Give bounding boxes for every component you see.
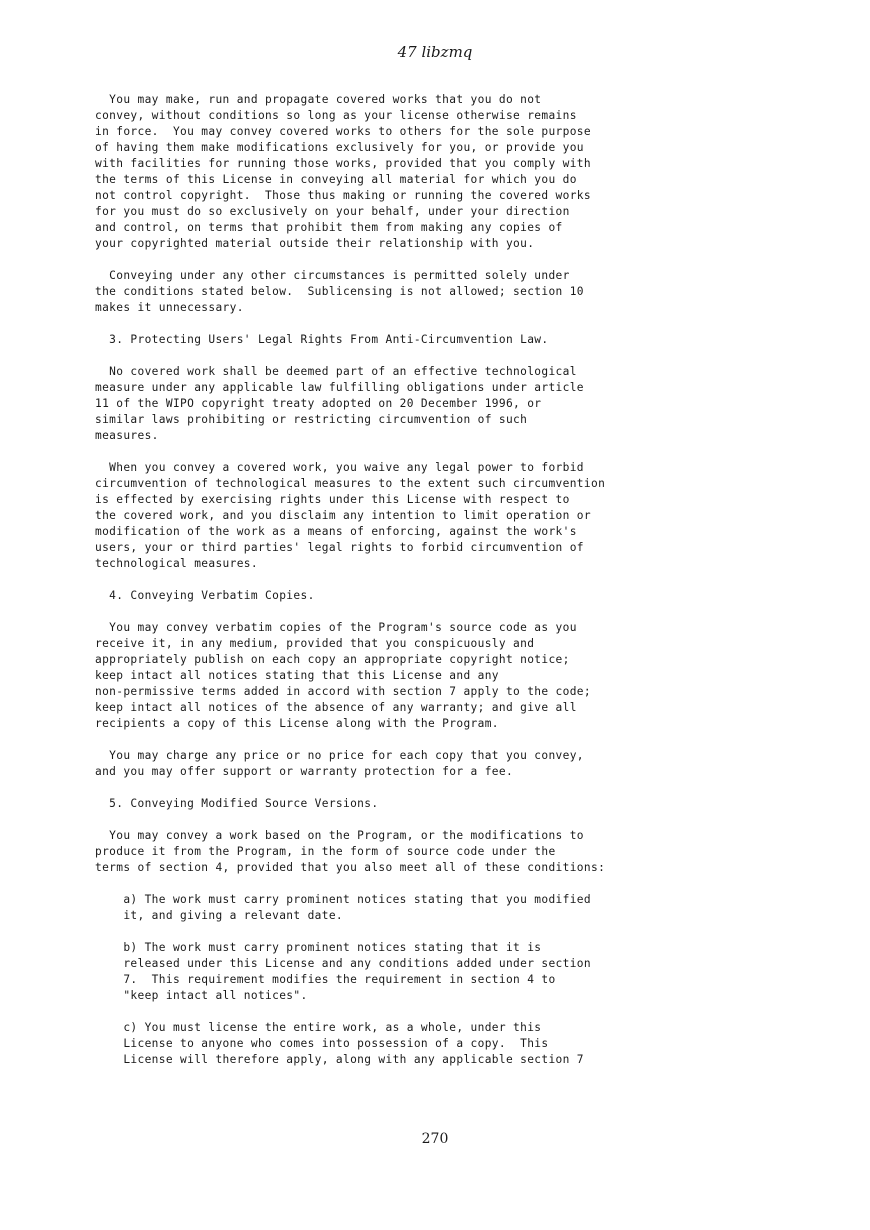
text-line bbox=[95, 348, 835, 364]
text-line: License will therefore apply, along with any applicable section 7 bbox=[95, 1053, 584, 1066]
text-line: circumvention of technological measures to the extent such circumvention bbox=[95, 477, 606, 490]
text-line: 5. Conveying Modified Source Versions. bbox=[95, 797, 379, 810]
text-line bbox=[95, 812, 835, 828]
text-line bbox=[95, 876, 835, 892]
text-line: convey, without conditions so long as your license otherwise remains bbox=[95, 109, 577, 122]
page-header: 47 libzmq bbox=[397, 43, 473, 61]
text-line: released under this License and any conditions added under section bbox=[95, 957, 591, 970]
text-line: the covered work, and you disclaim any intention to limit operation or bbox=[95, 509, 591, 522]
text-line: License to anyone who comes into possession of a copy. This bbox=[95, 1037, 549, 1050]
text-line: is effected by exercising rights under this License with respect to bbox=[95, 493, 570, 506]
text-line: No covered work shall be deemed part of an effective technological bbox=[95, 365, 577, 378]
text-line bbox=[95, 252, 835, 268]
text-line: 11 of the WIPO copyright treaty adopted on 20 December 1996, or bbox=[95, 397, 542, 410]
text-line: You may convey verbatim copies of the Program's source code as you bbox=[95, 621, 577, 634]
text-line: for you must do so exclusively on your behalf, under your direction bbox=[95, 205, 570, 218]
text-line: 4. Conveying Verbatim Copies. bbox=[95, 589, 315, 602]
text-line: You may charge any price or no price for each copy that you convey, bbox=[95, 749, 584, 762]
text-line: terms of section 4, provided that you also meet all of these conditions: bbox=[95, 861, 606, 874]
text-line: 7. This requirement modifies the requirement in section 4 to bbox=[95, 973, 556, 986]
text-line: it, and giving a relevant date. bbox=[95, 909, 343, 922]
text-line bbox=[95, 316, 835, 332]
text-line: measure under any applicable law fulfilling obligations under article bbox=[95, 381, 584, 394]
text-line: technological measures. bbox=[95, 557, 258, 570]
text-line: "keep intact all notices". bbox=[95, 989, 308, 1002]
text-line: measures. bbox=[95, 429, 159, 442]
page-number: 270 bbox=[421, 1131, 449, 1147]
text-line: You may make, run and propagate covered works that you do not bbox=[95, 93, 542, 106]
text-line: not control copyright. Those thus making or running the covered works bbox=[95, 189, 591, 202]
text-line: You may convey a work based on the Program, or the modifications to bbox=[95, 829, 584, 842]
text-line: similar laws prohibiting or restricting circumvention of such bbox=[95, 413, 528, 426]
text-line: and you may offer support or warranty protection for a fee. bbox=[95, 765, 514, 778]
text-line: b) The work must carry prominent notices stating that it is bbox=[95, 941, 542, 954]
text-line: of having them make modifications exclusively for you, or provide you bbox=[95, 141, 584, 154]
text-line: in force. You may convey covered works to others for the sole purpose bbox=[95, 125, 591, 138]
text-line bbox=[95, 780, 835, 796]
text-line: and control, on terms that prohibit them from making any copies of bbox=[95, 221, 563, 234]
text-line bbox=[95, 732, 835, 748]
text-line: c) You must license the entire work, as a whole, under this bbox=[95, 1021, 542, 1034]
text-line: keep intact all notices stating that this License and any bbox=[95, 669, 499, 682]
text-line: 3. Protecting Users' Legal Rights From Anti-Circumvention Law. bbox=[95, 333, 549, 346]
text-line: a) The work must carry prominent notices stating that you modified bbox=[95, 893, 591, 906]
text-line: Conveying under any other circumstances is permitted solely under bbox=[95, 269, 570, 282]
text-line bbox=[95, 572, 835, 588]
text-line: receive it, in any medium, provided that you conspicuously and bbox=[95, 637, 535, 650]
text-line: When you convey a covered work, you waive any legal power to forbid bbox=[95, 461, 584, 474]
text-line bbox=[95, 444, 835, 460]
text-line: with facilities for running those works, provided that you comply with bbox=[95, 157, 591, 170]
text-line: users, your or third parties' legal rights to forbid circumvention of bbox=[95, 541, 584, 554]
document-body bbox=[95, 92, 835, 1068]
text-line: keep intact all notices of the absence of any warranty; and give all bbox=[95, 701, 577, 714]
text-line: the terms of this License in conveying all material for which you do bbox=[95, 173, 577, 186]
text-line bbox=[95, 1004, 835, 1020]
text-line: the conditions stated below. Sublicensing is not allowed; section 10 bbox=[95, 285, 584, 298]
text-line: your copyrighted material outside their relationship with you. bbox=[95, 237, 535, 250]
text-line bbox=[95, 924, 835, 940]
text-line: modification of the work as a means of enforcing, against the work's bbox=[95, 525, 577, 538]
text-line: makes it unnecessary. bbox=[95, 301, 244, 314]
text-line: produce it from the Program, in the form of source code under the bbox=[95, 845, 556, 858]
text-line: appropriately publish on each copy an appropriate copyright notice; bbox=[95, 653, 570, 666]
text-line: non-permissive terms added in accord with section 7 apply to the code; bbox=[95, 685, 591, 698]
text-line: recipients a copy of this License along with the Program. bbox=[95, 717, 499, 730]
text-line bbox=[95, 604, 835, 620]
